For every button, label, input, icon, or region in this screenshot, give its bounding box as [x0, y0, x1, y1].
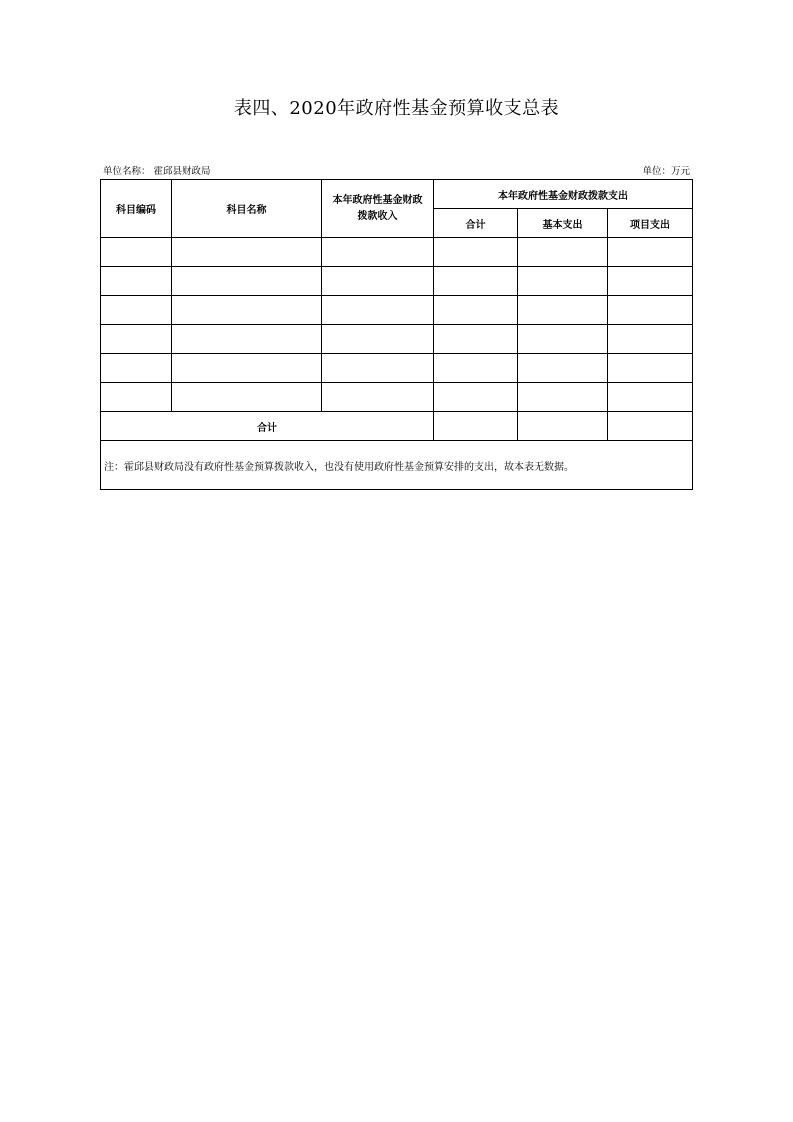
cell-income: [322, 354, 434, 383]
cell-code: [101, 238, 172, 267]
cell-code: [101, 325, 172, 354]
table-row: [101, 354, 693, 383]
cell-project: [608, 267, 693, 296]
cell-basic: [518, 325, 608, 354]
table-row: [101, 238, 693, 267]
header-project: 项目支出: [608, 209, 693, 238]
total-row: [101, 412, 693, 441]
cell-project: [608, 383, 693, 412]
cell-code: [101, 267, 172, 296]
cell-code: [101, 296, 172, 325]
cell-code: [101, 383, 172, 412]
total-total: [434, 412, 518, 441]
note-row: [101, 441, 693, 490]
cell-basic: [518, 267, 608, 296]
total-basic: [518, 412, 608, 441]
cell-total: [434, 325, 518, 354]
cell-name: [172, 383, 322, 412]
table-row: [101, 296, 693, 325]
cell-total: [434, 267, 518, 296]
cell-name: [172, 267, 322, 296]
cell-total: [434, 354, 518, 383]
cell-project: [608, 238, 693, 267]
cell-basic: [518, 383, 608, 412]
header-row-1: [101, 180, 693, 209]
total-label: 合计: [101, 412, 434, 441]
cell-basic: [518, 238, 608, 267]
cell-project: [608, 296, 693, 325]
cell-name: [172, 325, 322, 354]
cell-income: [322, 325, 434, 354]
cell-total: [434, 383, 518, 412]
cell-basic: [518, 354, 608, 383]
unit-label: 单位：万元: [642, 166, 690, 177]
cell-name: [172, 354, 322, 383]
header-income: [322, 180, 434, 238]
header-name: 科目名称: [172, 180, 322, 238]
cell-total: [434, 296, 518, 325]
header-expense-group: 本年政府性基金财政拨款支出: [434, 180, 693, 209]
cell-total: [434, 238, 518, 267]
cell-income: [322, 267, 434, 296]
cell-name: [172, 296, 322, 325]
cell-name: [172, 238, 322, 267]
budget-table: [100, 179, 693, 490]
cell-income: [322, 383, 434, 412]
table-note: 注：霍邱县财政局没有政府性基金预算拨款收入，也没有使用政府性基金预算安排的支出，故本表无数据。: [101, 441, 693, 490]
cell-project: [608, 325, 693, 354]
table-row: [101, 325, 693, 354]
header-income-line1: 本年政府性基金财政: [332, 194, 423, 206]
cell-income: [322, 296, 434, 325]
cell-code: [101, 354, 172, 383]
header-income-line2: 拨款收入: [357, 210, 398, 222]
unit-name-label: 单位名称： 霍邱县财政局: [103, 166, 211, 177]
header-total: 合计: [434, 209, 518, 238]
cell-project: [608, 354, 693, 383]
cell-income: [322, 238, 434, 267]
header-basic: 基本支出: [518, 209, 608, 238]
table-row: [101, 383, 693, 412]
table-row: [101, 267, 693, 296]
page-title: 表四、2020年政府性基金预算收支总表: [233, 98, 560, 119]
cell-basic: [518, 296, 608, 325]
total-project: [608, 412, 693, 441]
header-code: 科目编码: [101, 180, 172, 238]
